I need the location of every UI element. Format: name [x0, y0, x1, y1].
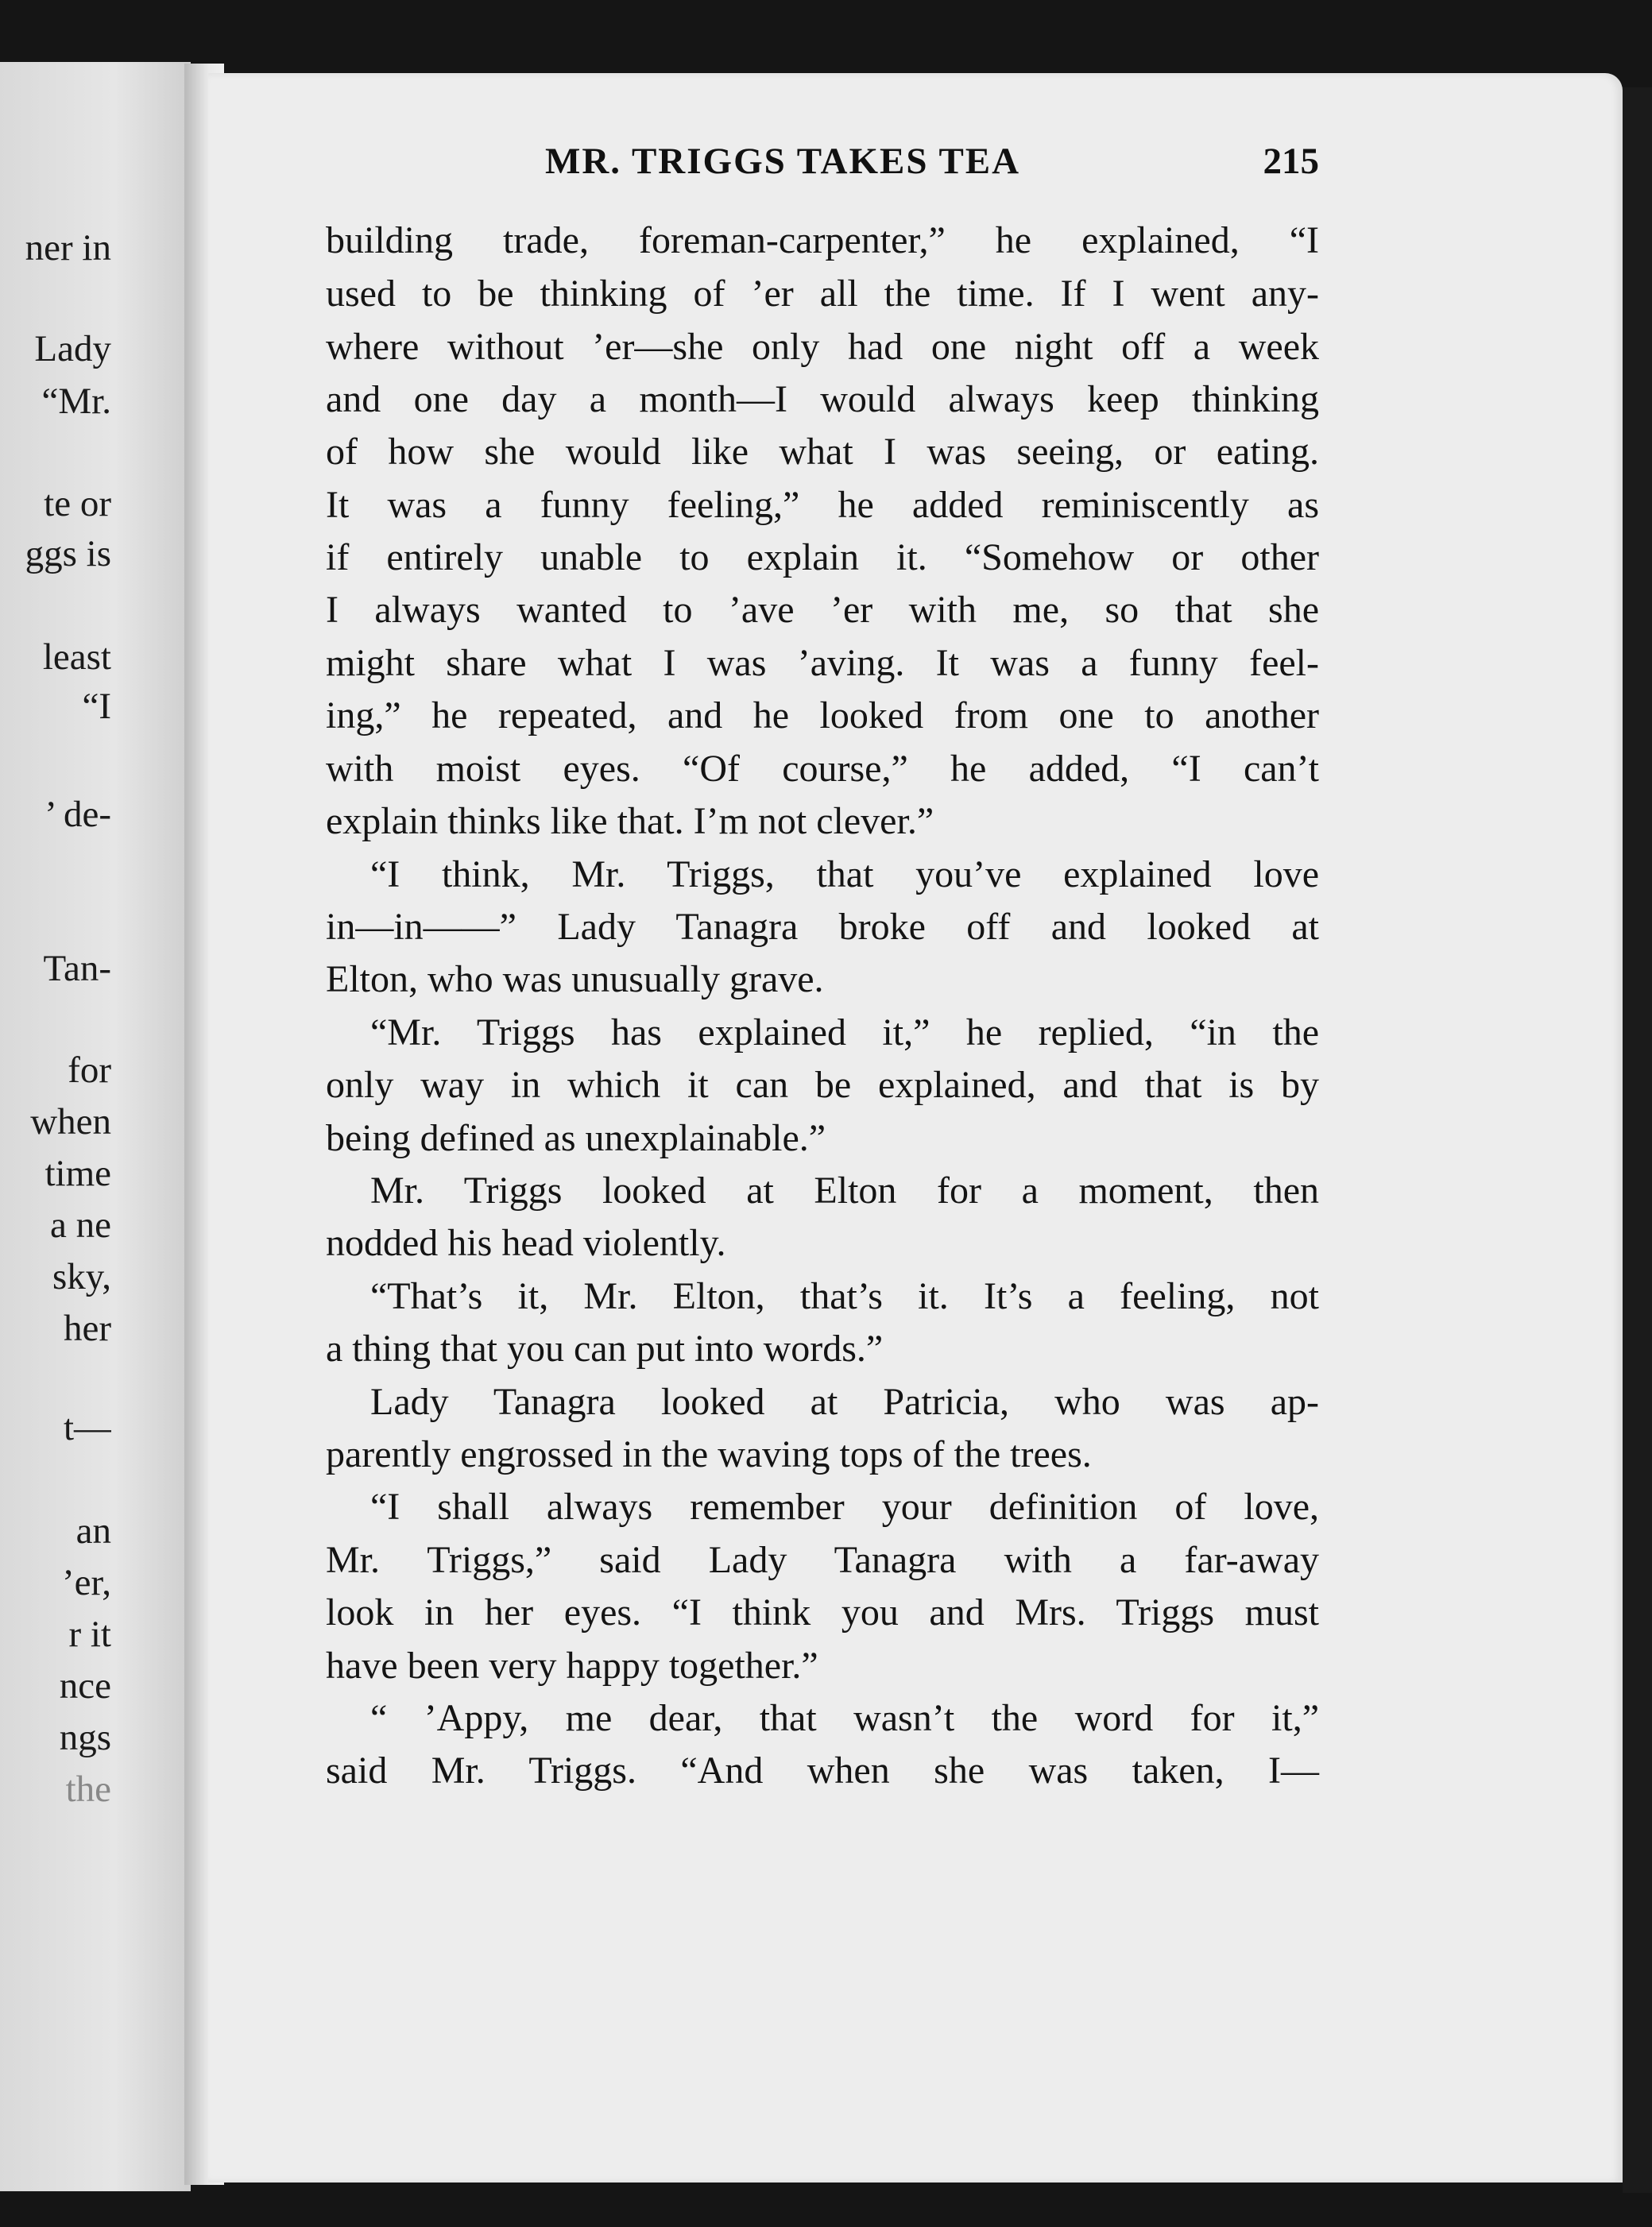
text-line: with moist eyes. “Of course,” he added, “I can’t	[326, 748, 1319, 790]
running-title: MR. TRIGGS TAKES TEA	[545, 141, 1021, 182]
text-line: in—in——” Lady Tanagra broke off and looked at	[326, 906, 1319, 948]
text-line: Elton, who was unusually grave.	[326, 958, 824, 1000]
left-fragment: her	[63, 1308, 111, 1349]
left-fragment: “Mr.	[41, 381, 111, 422]
left-fragment: least	[42, 636, 111, 678]
text-line: “I shall always remember your definition of love,	[370, 1486, 1319, 1528]
text-line: “I think, Mr. Triggs, that you’ve explained love	[370, 853, 1319, 895]
left-fragment: t—	[63, 1407, 111, 1448]
left-fragment: ner in	[25, 227, 111, 269]
text-line: Mr. Triggs,” said Lady Tanagra with a far-away	[326, 1539, 1319, 1581]
text-line: explain thinks like that. I’m not clever.”	[326, 800, 934, 842]
text-line: parently engrossed in the waving tops of the trees.	[326, 1433, 1092, 1475]
left-fragment: sky,	[52, 1256, 111, 1297]
left-fragment: when	[30, 1101, 111, 1142]
left-fragment: an	[75, 1510, 111, 1552]
page-number: 215	[1263, 141, 1319, 182]
text-line: building trade, foreman-carpenter,” he explained, “I	[326, 219, 1319, 261]
text-line: might share what I was ’aving. It was a funny feel-	[326, 642, 1319, 684]
text-line: only way in which it can be explained, and that is by	[326, 1064, 1319, 1106]
text-line: used to be thinking of ’er all the time. If I went any-	[326, 273, 1319, 315]
left-fragment: time	[44, 1153, 111, 1194]
text-line: look in her eyes. “I think you and Mrs. Triggs must	[326, 1591, 1319, 1634]
left-fragment: for	[68, 1050, 111, 1091]
left-fragment: “I	[82, 686, 111, 727]
text-line: “Mr. Triggs has explained it,” he replied, “in the	[370, 1011, 1319, 1054]
left-fragment: Lady	[34, 328, 111, 369]
scan-border	[1623, 87, 1652, 2193]
left-fragment: r it	[68, 1614, 111, 1655]
left-fragment: te or	[44, 483, 111, 524]
text-line: “That’s it, Mr. Elton, that’s it. It’s a feeling, not	[370, 1275, 1319, 1317]
left-fragment: Tan-	[43, 948, 111, 989]
left-fragment: ’ de-	[44, 794, 111, 835]
left-fragment: ngs	[59, 1717, 111, 1758]
text-line: where without ’er—she only had one night off a week	[326, 326, 1319, 368]
left-fragment: a ne	[50, 1204, 111, 1246]
left-fragment: nce	[59, 1665, 111, 1707]
text-line: said Mr. Triggs. “And when she was taken, I—	[326, 1750, 1319, 1792]
text-line: Mr. Triggs looked at Elton for a moment, then	[370, 1170, 1319, 1212]
text-line: nodded his head violently.	[326, 1222, 726, 1264]
left-fragment: the	[65, 1769, 111, 1810]
text-line: being defined as unexplainable.”	[326, 1117, 826, 1159]
text-line: I always wanted to ’ave ’er with me, so that she	[326, 589, 1319, 631]
text-line: and one day a month—I would always keep thinking	[326, 378, 1319, 420]
text-line: have been very happy together.”	[326, 1645, 818, 1687]
text-line: “ ’Appy, me dear, that wasn’t the word for it,”	[370, 1697, 1319, 1739]
text-line: It was a funny feeling,” he added reminiscently as	[326, 484, 1319, 526]
text-line: Lady Tanagra looked at Patricia, who was ap-	[370, 1381, 1319, 1423]
text-line: a thing that you can put into words.”	[326, 1328, 884, 1370]
left-fragment: ’er,	[61, 1562, 111, 1603]
left-fragment: ggs is	[25, 533, 111, 574]
text-line: of how she would like what I was seeing, or eating.	[326, 431, 1319, 473]
text-line: if entirely unable to explain it. “Somehow or other	[326, 536, 1319, 578]
text-line: ing,” he repeated, and he looked from one to another	[326, 694, 1319, 737]
running-header	[326, 140, 1319, 195]
